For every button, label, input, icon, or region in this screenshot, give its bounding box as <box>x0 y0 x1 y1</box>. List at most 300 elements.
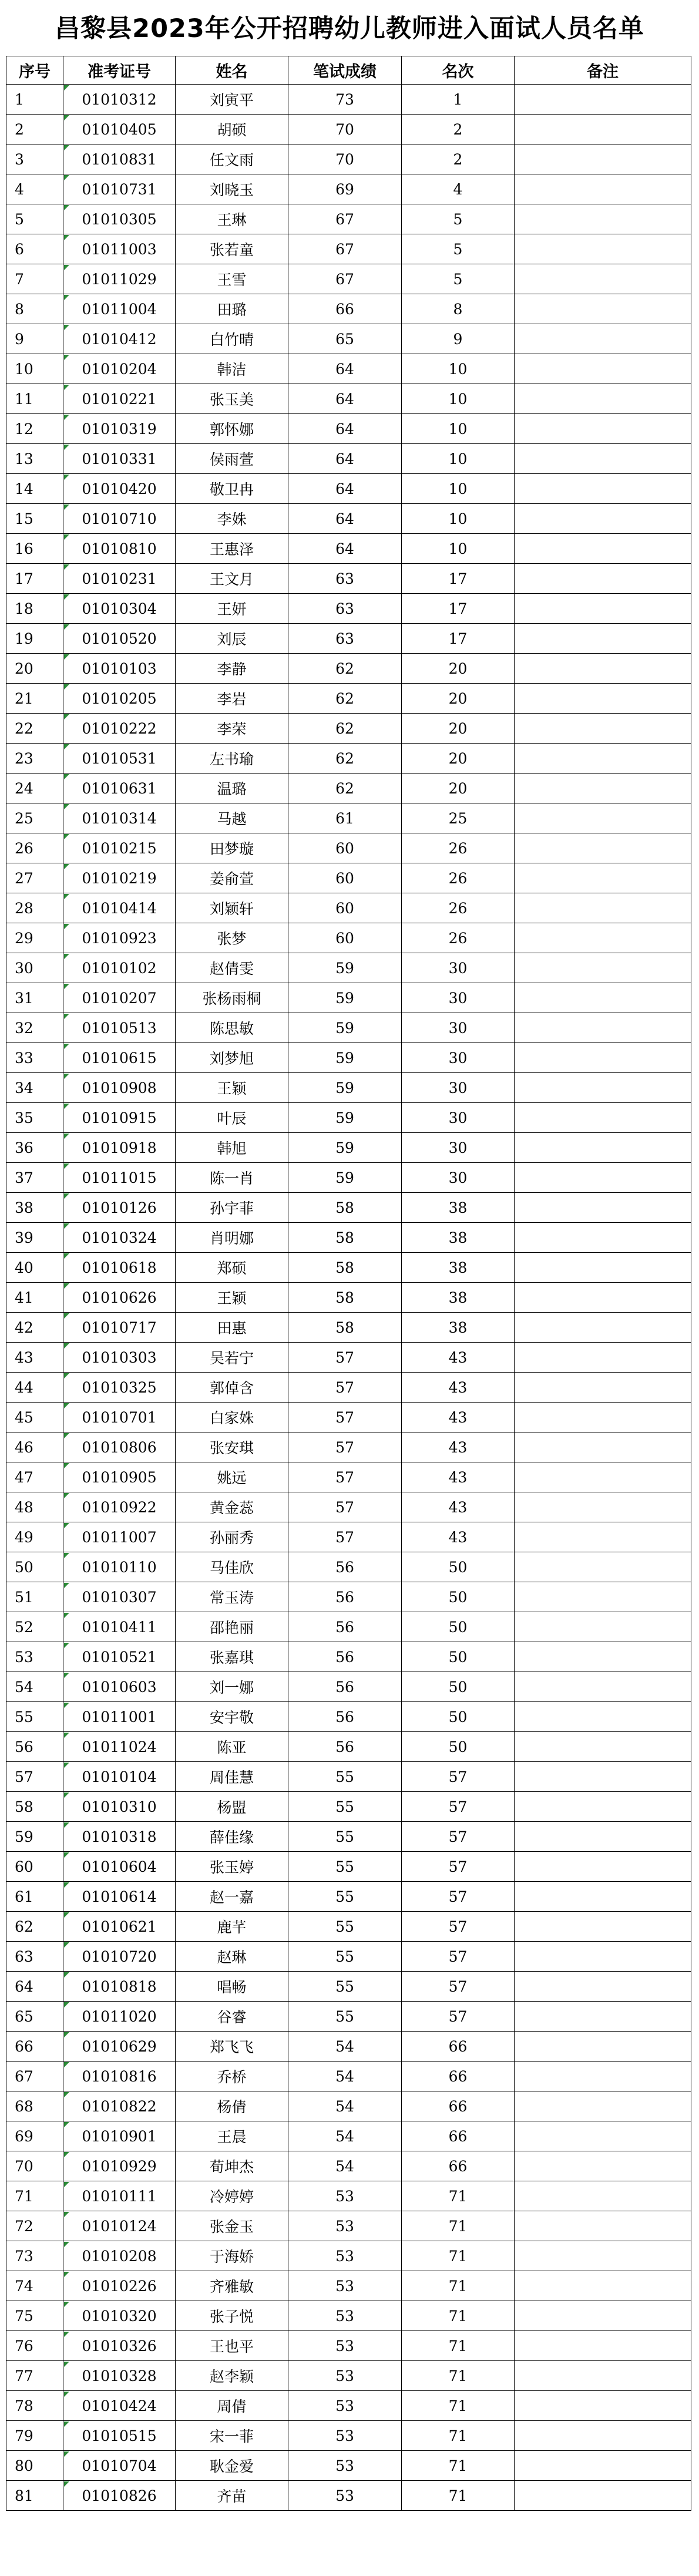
row-name: 黄金蕊 <box>176 1492 288 1522</box>
row-exam-no: 01010124 <box>63 2211 176 2241</box>
table-row <box>6 1822 691 1852</box>
row-note <box>515 2211 691 2241</box>
row-name: 张玉婷 <box>176 1852 288 1882</box>
row-exam-no: 01010310 <box>63 1792 176 1822</box>
row-note <box>515 1043 691 1073</box>
row-seq: 60 <box>6 1852 63 1882</box>
row-exam-no: 01010520 <box>63 624 176 654</box>
row-note <box>515 684 691 714</box>
table-row <box>6 1852 691 1882</box>
row-exam-no: 01010918 <box>63 1133 176 1163</box>
table-row <box>6 2391 691 2421</box>
row-rank: 5 <box>402 234 515 264</box>
row-seq: 7 <box>6 264 63 294</box>
row-name: 赵一嘉 <box>176 1882 288 1912</box>
row-note <box>515 2002 691 2032</box>
row-score: 55 <box>288 1792 402 1822</box>
row-seq: 67 <box>6 2062 63 2091</box>
row-note <box>515 1642 691 1672</box>
row-seq: 34 <box>6 1073 63 1103</box>
row-note <box>515 624 691 654</box>
row-name: 王惠泽 <box>176 534 288 564</box>
row-seq: 14 <box>6 474 63 504</box>
table-row <box>6 684 691 714</box>
table-row <box>6 1313 691 1343</box>
row-note <box>515 1582 691 1612</box>
header-rank: 名次 <box>402 56 515 85</box>
row-score: 58 <box>288 1253 402 1283</box>
row-note <box>515 1193 691 1223</box>
row-score: 53 <box>288 2331 402 2361</box>
row-name: 张子悦 <box>176 2301 288 2331</box>
row-name: 孙宇菲 <box>176 1193 288 1223</box>
row-name: 常玉涛 <box>176 1582 288 1612</box>
row-exam-no: 01010420 <box>63 474 176 504</box>
row-rank: 25 <box>402 803 515 833</box>
row-seq: 51 <box>6 1582 63 1612</box>
row-rank: 43 <box>402 1373 515 1403</box>
row-exam-no: 01010208 <box>63 2241 176 2271</box>
row-rank: 43 <box>402 1492 515 1522</box>
table-row <box>6 2421 691 2451</box>
row-seq: 56 <box>6 1732 63 1762</box>
table-row <box>6 474 691 504</box>
row-seq: 79 <box>6 2421 63 2451</box>
table-row <box>6 204 691 234</box>
row-score: 53 <box>288 2241 402 2271</box>
row-note <box>515 893 691 923</box>
table-row <box>6 144 691 174</box>
row-rank: 20 <box>402 684 515 714</box>
row-exam-no: 01010231 <box>63 564 176 594</box>
row-name: 赵倩雯 <box>176 953 288 983</box>
row-exam-no: 01010615 <box>63 1043 176 1073</box>
row-note <box>515 863 691 893</box>
row-exam-no: 01011004 <box>63 294 176 324</box>
row-note <box>515 774 691 803</box>
row-name: 谷睿 <box>176 2002 288 2032</box>
row-note <box>515 324 691 354</box>
row-note <box>515 2481 691 2511</box>
row-exam-no: 01010818 <box>63 1972 176 2002</box>
row-name: 敬卫冉 <box>176 474 288 504</box>
row-exam-no: 01010325 <box>63 1373 176 1403</box>
row-rank: 57 <box>402 1942 515 1972</box>
row-note <box>515 1912 691 1942</box>
row-note <box>515 714 691 744</box>
row-score: 70 <box>288 115 402 144</box>
row-rank: 17 <box>402 564 515 594</box>
row-seq: 77 <box>6 2361 63 2391</box>
row-seq: 78 <box>6 2391 63 2421</box>
row-rank: 10 <box>402 534 515 564</box>
page-title: 昌黎县2023年公开招聘幼儿教师进入面试人员名单 <box>55 14 644 43</box>
row-name: 陈思敏 <box>176 1013 288 1043</box>
row-note <box>515 2062 691 2091</box>
row-name: 王晨 <box>176 2121 288 2151</box>
row-score: 54 <box>288 2091 402 2121</box>
table-row <box>6 1522 691 1552</box>
row-score: 54 <box>288 2151 402 2181</box>
row-exam-no: 01011001 <box>63 1702 176 1732</box>
row-name: 姜俞萱 <box>176 863 288 893</box>
row-note <box>515 504 691 534</box>
row-rank: 17 <box>402 594 515 624</box>
row-name: 王也平 <box>176 2331 288 2361</box>
row-seq: 54 <box>6 1672 63 1702</box>
row-rank: 71 <box>402 2241 515 2271</box>
row-note <box>515 354 691 384</box>
candidate-table <box>6 56 691 2511</box>
row-name: 刘晓玉 <box>176 174 288 204</box>
row-name: 温璐 <box>176 774 288 803</box>
row-rank: 30 <box>402 1133 515 1163</box>
row-rank: 38 <box>402 1193 515 1223</box>
row-note <box>515 384 691 414</box>
table-row <box>6 1552 691 1582</box>
row-score: 59 <box>288 1043 402 1073</box>
row-name: 荀坤杰 <box>176 2151 288 2181</box>
row-rank: 38 <box>402 1223 515 1253</box>
row-name: 郑硕 <box>176 1253 288 1283</box>
row-note <box>515 1492 691 1522</box>
row-score: 62 <box>288 714 402 744</box>
row-score: 64 <box>288 414 402 444</box>
row-rank: 30 <box>402 1163 515 1193</box>
row-note <box>515 953 691 983</box>
row-seq: 66 <box>6 2032 63 2062</box>
table-row <box>6 1373 691 1403</box>
row-note <box>515 2121 691 2151</box>
row-note <box>515 1133 691 1163</box>
row-note <box>515 115 691 144</box>
row-seq: 45 <box>6 1403 63 1432</box>
row-rank: 57 <box>402 1822 515 1852</box>
table-row <box>6 624 691 654</box>
row-rank: 50 <box>402 1702 515 1732</box>
row-rank: 71 <box>402 2421 515 2451</box>
row-name: 周佳慧 <box>176 1762 288 1792</box>
row-seq: 48 <box>6 1492 63 1522</box>
row-score: 62 <box>288 774 402 803</box>
row-rank: 57 <box>402 2002 515 2032</box>
row-score: 59 <box>288 1103 402 1133</box>
table-row <box>6 2151 691 2181</box>
row-exam-no: 01010304 <box>63 594 176 624</box>
row-seq: 61 <box>6 1882 63 1912</box>
table-row <box>6 594 691 624</box>
row-score: 58 <box>288 1223 402 1253</box>
row-score: 60 <box>288 863 402 893</box>
row-name: 刘辰 <box>176 624 288 654</box>
row-note <box>515 234 691 264</box>
row-note <box>515 2421 691 2451</box>
row-name: 陈一肖 <box>176 1163 288 1193</box>
row-seq: 23 <box>6 744 63 774</box>
row-name: 宋一菲 <box>176 2421 288 2451</box>
table-row <box>6 1163 691 1193</box>
row-exam-no: 01010704 <box>63 2451 176 2481</box>
row-seq: 6 <box>6 234 63 264</box>
row-score: 54 <box>288 2062 402 2091</box>
row-exam-no: 01010901 <box>63 2121 176 2151</box>
row-score: 58 <box>288 1313 402 1343</box>
row-score: 55 <box>288 1942 402 1972</box>
row-exam-no: 01010303 <box>63 1343 176 1373</box>
row-score: 56 <box>288 1552 402 1582</box>
table-row <box>6 1642 691 1672</box>
row-exam-no: 01010324 <box>63 1223 176 1253</box>
row-note <box>515 2331 691 2361</box>
row-name: 白家姝 <box>176 1403 288 1432</box>
row-note <box>515 414 691 444</box>
row-rank: 66 <box>402 2091 515 2121</box>
row-seq: 58 <box>6 1792 63 1822</box>
row-note <box>515 2181 691 2211</box>
table-row <box>6 324 691 354</box>
row-score: 55 <box>288 1852 402 1882</box>
row-score: 67 <box>288 234 402 264</box>
row-rank: 50 <box>402 1732 515 1762</box>
row-note <box>515 2391 691 2421</box>
row-note <box>515 204 691 234</box>
row-note <box>515 1432 691 1462</box>
row-name: 于海娇 <box>176 2241 288 2271</box>
row-rank: 71 <box>402 2451 515 2481</box>
row-score: 61 <box>288 803 402 833</box>
row-seq: 32 <box>6 1013 63 1043</box>
row-score: 64 <box>288 534 402 564</box>
table-row <box>6 983 691 1013</box>
row-seq: 3 <box>6 144 63 174</box>
row-exam-no: 01010312 <box>63 85 176 115</box>
row-rank: 10 <box>402 384 515 414</box>
row-score: 54 <box>288 2121 402 2151</box>
row-rank: 50 <box>402 1612 515 1642</box>
row-note <box>515 534 691 564</box>
row-score: 70 <box>288 144 402 174</box>
row-score: 60 <box>288 833 402 863</box>
row-seq: 46 <box>6 1432 63 1462</box>
row-rank: 20 <box>402 654 515 684</box>
table-row <box>6 2331 691 2361</box>
row-exam-no: 01011003 <box>63 234 176 264</box>
row-note <box>515 2361 691 2391</box>
row-rank: 50 <box>402 1552 515 1582</box>
row-name: 任文雨 <box>176 144 288 174</box>
row-name: 田惠 <box>176 1313 288 1343</box>
row-rank: 30 <box>402 1103 515 1133</box>
row-name: 薛佳缘 <box>176 1822 288 1852</box>
header-score: 笔试成绩 <box>288 56 402 85</box>
header-seq: 序号 <box>6 56 63 85</box>
row-seq: 73 <box>6 2241 63 2271</box>
table-row <box>6 534 691 564</box>
table-row <box>6 863 691 893</box>
row-note <box>515 1103 691 1133</box>
row-rank: 26 <box>402 893 515 923</box>
row-seq: 55 <box>6 1702 63 1732</box>
row-rank: 20 <box>402 774 515 803</box>
row-rank: 43 <box>402 1403 515 1432</box>
row-exam-no: 01010631 <box>63 774 176 803</box>
row-exam-no: 01010326 <box>63 2331 176 2361</box>
row-exam-no: 01010405 <box>63 115 176 144</box>
row-score: 60 <box>288 923 402 953</box>
table-header-row <box>6 56 691 85</box>
row-note <box>515 2241 691 2271</box>
row-exam-no: 01010328 <box>63 2361 176 2391</box>
table-row <box>6 1942 691 1972</box>
row-seq: 27 <box>6 863 63 893</box>
table-row <box>6 2032 691 2062</box>
row-exam-no: 01010318 <box>63 1822 176 1852</box>
row-exam-no: 01010629 <box>63 2032 176 2062</box>
row-rank: 20 <box>402 714 515 744</box>
row-note <box>515 923 691 953</box>
row-name: 郭倬含 <box>176 1373 288 1403</box>
table-row <box>6 564 691 594</box>
row-rank: 38 <box>402 1253 515 1283</box>
table-row <box>6 893 691 923</box>
row-seq: 37 <box>6 1163 63 1193</box>
row-rank: 43 <box>402 1462 515 1492</box>
row-score: 53 <box>288 2181 402 2211</box>
row-rank: 2 <box>402 115 515 144</box>
row-score: 53 <box>288 2421 402 2451</box>
row-name: 鹿芊 <box>176 1912 288 1942</box>
row-seq: 74 <box>6 2271 63 2301</box>
row-exam-no: 01010307 <box>63 1582 176 1612</box>
row-rank: 66 <box>402 2062 515 2091</box>
table-row <box>6 1762 691 1792</box>
row-score: 57 <box>288 1522 402 1552</box>
row-exam-no: 01010603 <box>63 1672 176 1702</box>
row-seq: 9 <box>6 324 63 354</box>
row-rank: 10 <box>402 474 515 504</box>
row-note <box>515 2301 691 2331</box>
table-row <box>6 2211 691 2241</box>
row-score: 67 <box>288 204 402 234</box>
row-score: 53 <box>288 2361 402 2391</box>
row-rank: 66 <box>402 2032 515 2062</box>
row-score: 64 <box>288 504 402 534</box>
row-rank: 71 <box>402 2361 515 2391</box>
row-seq: 64 <box>6 1972 63 2002</box>
row-score: 53 <box>288 2211 402 2241</box>
header-name: 姓名 <box>176 56 288 85</box>
table-row <box>6 264 691 294</box>
row-score: 63 <box>288 594 402 624</box>
row-exam-no: 01010110 <box>63 1552 176 1582</box>
row-name: 左书瑜 <box>176 744 288 774</box>
row-note <box>515 1403 691 1432</box>
row-rank: 26 <box>402 863 515 893</box>
row-exam-no: 01010826 <box>63 2481 176 2511</box>
row-note <box>515 444 691 474</box>
row-exam-no: 01010717 <box>63 1313 176 1343</box>
row-note <box>515 1942 691 1972</box>
row-seq: 36 <box>6 1133 63 1163</box>
table-row <box>6 1432 691 1462</box>
row-seq: 53 <box>6 1642 63 1672</box>
table-row <box>6 1972 691 2002</box>
table-row <box>6 1223 691 1253</box>
row-name: 齐雅敏 <box>176 2271 288 2301</box>
row-rank: 43 <box>402 1343 515 1373</box>
row-rank: 8 <box>402 294 515 324</box>
table-row <box>6 1732 691 1762</box>
row-score: 57 <box>288 1373 402 1403</box>
row-exam-no: 01010320 <box>63 2301 176 2331</box>
row-rank: 30 <box>402 983 515 1013</box>
row-rank: 38 <box>402 1313 515 1343</box>
table-row <box>6 2002 691 2032</box>
row-name: 王文月 <box>176 564 288 594</box>
row-exam-no: 01010411 <box>63 1612 176 1642</box>
row-score: 56 <box>288 1642 402 1672</box>
row-note <box>515 1253 691 1283</box>
row-rank: 57 <box>402 1972 515 2002</box>
table-row <box>6 2451 691 2481</box>
row-name: 张金玉 <box>176 2211 288 2241</box>
row-seq: 31 <box>6 983 63 1013</box>
row-name: 刘一娜 <box>176 1672 288 1702</box>
row-seq: 11 <box>6 384 63 414</box>
table-row <box>6 1912 691 1942</box>
row-score: 59 <box>288 953 402 983</box>
row-note <box>515 1702 691 1732</box>
table-row <box>6 1043 691 1073</box>
row-score: 59 <box>288 1073 402 1103</box>
row-note <box>515 744 691 774</box>
row-note <box>515 564 691 594</box>
row-rank: 4 <box>402 174 515 204</box>
row-score: 57 <box>288 1403 402 1432</box>
table-row <box>6 1612 691 1642</box>
header-note: 备注 <box>515 56 691 85</box>
row-rank: 30 <box>402 1013 515 1043</box>
row-rank: 26 <box>402 923 515 953</box>
row-exam-no: 01010908 <box>63 1073 176 1103</box>
row-score: 56 <box>288 1672 402 1702</box>
row-rank: 5 <box>402 264 515 294</box>
row-score: 55 <box>288 1972 402 2002</box>
row-note <box>515 1522 691 1552</box>
row-score: 53 <box>288 2271 402 2301</box>
table-row <box>6 2241 691 2271</box>
row-rank: 10 <box>402 354 515 384</box>
row-name: 赵李颖 <box>176 2361 288 2391</box>
row-note <box>515 2271 691 2301</box>
row-exam-no: 01010731 <box>63 174 176 204</box>
row-name: 冷婷婷 <box>176 2181 288 2211</box>
row-exam-no: 01010319 <box>63 414 176 444</box>
table-row <box>6 654 691 684</box>
row-note <box>515 1882 691 1912</box>
table-row <box>6 1882 691 1912</box>
row-rank: 30 <box>402 953 515 983</box>
row-rank: 71 <box>402 2331 515 2361</box>
row-score: 54 <box>288 2032 402 2062</box>
row-seq: 52 <box>6 1612 63 1642</box>
row-name: 郭怀娜 <box>176 414 288 444</box>
table-row <box>6 2361 691 2391</box>
row-rank: 38 <box>402 1283 515 1313</box>
row-seq: 15 <box>6 504 63 534</box>
row-name: 李静 <box>176 654 288 684</box>
row-seq: 81 <box>6 2481 63 2511</box>
